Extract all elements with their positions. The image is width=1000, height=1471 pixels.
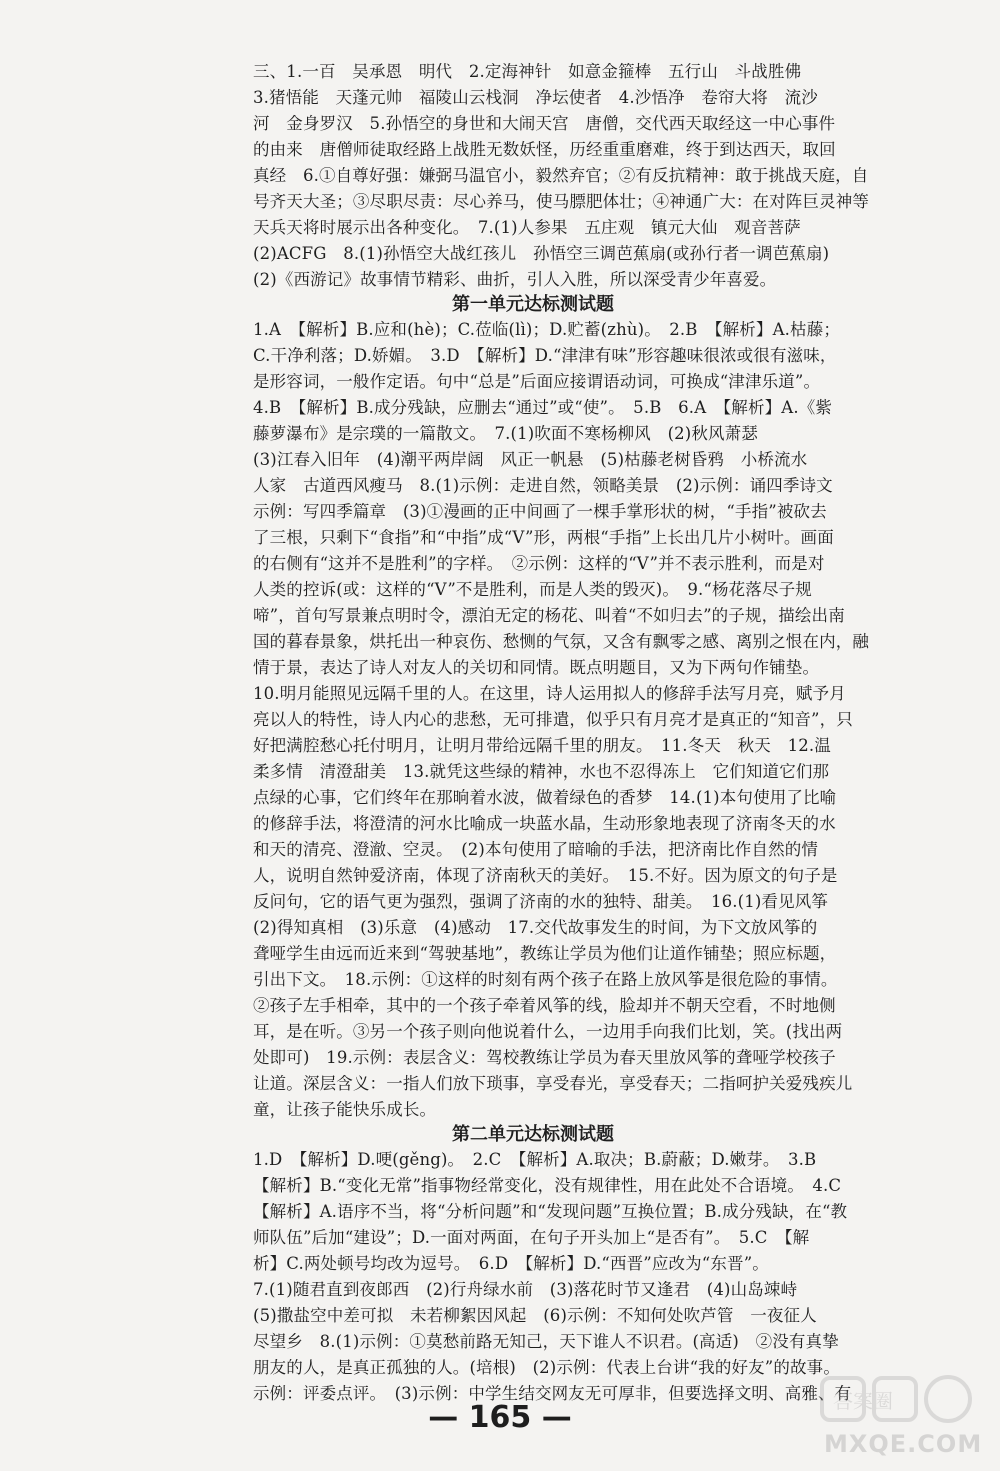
section-heading-unit-1: 第一单元达标测试题 <box>452 294 614 315</box>
text-line: 10.明月能照见远隔千里的人。在这里，诗人运用拟人的修辞手法写月亮，赋予月 <box>253 684 846 703</box>
watermark-logo <box>818 1372 993 1464</box>
text-line: 1.D 【解析】D.哽(gěng)。 2.C 【解析】A.取决；B.蔚蔽；D.嫩芽。 3.B <box>253 1150 817 1169</box>
text-line: 是形容词，一般作定语。句中“总是”后面应接谓语动词，可换成“津津乐道”。 <box>253 372 821 391</box>
text-line: (2)得知真相 (3)乐意 (4)感动 17.交代故事发生的时间，为下文放风筝的 <box>253 918 818 937</box>
text-line: C.干净利落；D.娇媚。 3.D 【解析】D.“津津有味”形容趣味很浓或很有滋味， <box>253 346 837 365</box>
text-line: 师队伍”后加“建设”；D.一面对两面，在句子开头加上“是否有”。 5.C 【解 <box>253 1228 810 1247</box>
text-line: 朋友的人，是真正孤独的人。(培根) (2)示例：代表上台讲“我的好友”的故事。 <box>253 1358 840 1377</box>
text-line: 藤萝瀑布》是宗璞的一篇散文。 7.(1)吹面不寒杨柳风 (2)秋风萧瑟 <box>253 424 758 443</box>
text-line: 好把满腔愁心托付明月，让明月带给远隔千里的朋友。 11.冬天 秋天 12.温 <box>253 736 831 755</box>
text-line: 的右侧有“这并不是胜利”的字样。 ②示例：这样的“V”并不表示胜利，而是对 <box>253 554 825 573</box>
text-line: 尽望乡 8.(1)示例：①莫愁前路无知己，天下谁人不识君。(高适) ②没有真挚 <box>253 1332 839 1351</box>
text-line: 7.(1)随君直到夜郎西 (2)行舟绿水前 (3)落花时节又逢君 (4)山岛竦峙 <box>253 1280 798 1299</box>
text-line: 了三根，只剩下“食指”和“中指”成“V”形，两根“手指”上长出几片小树叶。画面 <box>253 528 834 547</box>
text-line: (2)《西游记》故事情节精彩、曲折，引人入胜，所以深受青少年喜爱。 <box>253 270 777 289</box>
text-line: 和天的清亮、澄澈、空灵。 (2)本句使用了暗喻的手法，把济南比作自然的情 <box>253 840 819 859</box>
text-line: 3.猪悟能 天蓬元帅 福陵山云栈洞 净坛使者 4.沙悟净 卷帘大将 流沙 <box>253 88 818 107</box>
text-line: 处即可) 19.示例：表层含义：驾校教练让学员为春天里放风筝的聋哑学校孩子 <box>253 1048 836 1067</box>
text-line: 河 金身罗汉 5.孙悟空的身世和大闹天宫 唐僧，交代西天取经这一中心事件 <box>253 114 836 133</box>
watermark-graphic-icon <box>818 1372 993 1432</box>
text-line: 啼”，首句写景兼点明时令，漂泊无定的杨花、叫着“不如归去”的子规，描绘出南 <box>253 606 845 625</box>
text-line: 【解析】A.语序不当，将“分析问题”和“发现问题”互换位置；B.成分残缺，在“教 <box>253 1202 848 1221</box>
text-line: 亮以人的特性，诗人内心的悲愁，无可排遣，似乎只有月亮才是真正的“知音”，只 <box>253 710 853 729</box>
text-line: 1.A 【解析】B.应和(hè)；C.莅临(lì)；D.贮蓄(zhù)。 2.B 【解析】A.枯藤； <box>253 320 840 339</box>
text-line: 真经 6.①自尊好强：嫌弼马温官小，毅然弃官；②有反抗精神：敢于挑战天庭，自 <box>253 166 869 185</box>
text-line: 让道。深层含义：一指人们放下琐事，享受春光，享受春天；二指呵护关爱残疾儿 <box>253 1074 853 1093</box>
text-line: 示例：评委点评。 (3)示例：中学生结交网友无可厚非，但要选择文明、高雅、有 <box>253 1384 852 1403</box>
watermark-url: MXQE.COM <box>824 1430 983 1458</box>
text-line: (5)撒盐空中差可拟 未若柳絮因风起 (6)示例：不知何处吹芦管 一夜征人 <box>253 1306 817 1325</box>
text-line: 三、1.一百 吴承恩 明代 2.定海神针 如意金箍棒 五行山 斗战胜佛 <box>253 62 802 81</box>
text-line: 的由来 唐僧师徒取经路上战胜无数妖怪，历经重重磨难，终于到达西天，取回 <box>253 140 836 159</box>
section-heading-unit-2: 第二单元达标测试题 <box>452 1124 614 1145</box>
text-line: 聋哑学生由远而近来到“驾驶基地”，教练让学员为他们让道作铺垫；照应标题， <box>253 944 837 963</box>
text-line: 引出下文。 18.示例：①这样的时刻有两个孩子在路上放风筝是很危险的事情。 <box>253 970 838 989</box>
text-line: 情于景，表达了诗人对友人的关切和同情。既点明题目，又为下两句作铺垫。 <box>253 658 820 677</box>
text-line: (3)江春入旧年 (4)潮平两岸阔 风正一帆悬 (5)枯藤老树昏鸦 小桥流水 <box>253 450 808 469</box>
text-line: 天兵天将时展示出各种变化。 7.(1)人参果 五庄观 镇元大仙 观音菩萨 <box>253 218 801 237</box>
text-line: 耳，是在听。③另一个孩子则向他说着什么，一边用手向我们比划，笑。(找出两 <box>253 1022 843 1041</box>
text-line: 人家 古道西风瘦马 8.(1)示例：走进自然，领略美景 (2)示例：诵四季诗文 <box>253 476 833 495</box>
text-line: 反问句，它的语气更为强烈，强调了济南的水的独特、甜美。 16.(1)看见风筝 <box>253 892 829 911</box>
text-line: 号齐天大圣；③尽职尽责：尽心养马，使马膘肥体壮；④神通广大：在对阵巨灵神等 <box>253 192 870 211</box>
text-line: 【解析】B.“变化无常”指事物经常变化，没有规律性，用在此处不合语境。 4.C <box>253 1176 842 1195</box>
text-line: 童，让孩子能快乐成长。 <box>253 1100 437 1119</box>
text-line: 析】C.两处顿号均改为逗号。 6.D 【解析】D.“西晋”应改为“东晋”。 <box>253 1254 769 1273</box>
text-line: (2)ACFG 8.(1)孙悟空大战红孩儿 孙悟空三调芭蕉扇(或孙行者一调芭蕉扇) <box>253 244 830 263</box>
text-line: 国的暮春景象，烘托出一种哀伤、愁恻的气氛，又含有飘零之感、离别之恨在内，融 <box>253 632 870 651</box>
text-line: 柔多情 清澄甜美 13.就凭这些绿的精神，水也不忍得冻上 它们知道它们那 <box>253 762 830 781</box>
text-line: 的修辞手法，将澄清的河水比喻成一块蓝水晶，生动形象地表现了济南冬天的水 <box>253 814 836 833</box>
text-line: 人类的控诉(或：这样的“V”不是胜利，而是人类的毁灭)。 9.“杨花落尽子规 <box>253 580 812 599</box>
text-line: 示例：写四季篇章 (3)①漫画的正中间画了一棵手掌形状的树，“手指”被砍去 <box>253 502 827 521</box>
text-line: ②孩子左手相牵，其中的一个孩子牵着风筝的线，脸却并不朝天空看，不时地侧 <box>253 996 836 1015</box>
page-number: — 165 — <box>428 1400 572 1435</box>
text-line: 点绿的心事，它们终年在那晌着水波，做着绿色的香梦 14.(1)本句使用了比喻 <box>253 788 837 807</box>
text-line: 4.B 【解析】B.成分残缺，应删去“通过”或“使”。 5.B 6.A 【解析】A.《紫 <box>253 398 833 417</box>
text-line: 人，说明自然钟爱济南，体现了济南秋天的美好。 15.不好。因为原文的句子是 <box>253 866 838 885</box>
watermark-char: 答案圈 <box>833 1389 893 1413</box>
